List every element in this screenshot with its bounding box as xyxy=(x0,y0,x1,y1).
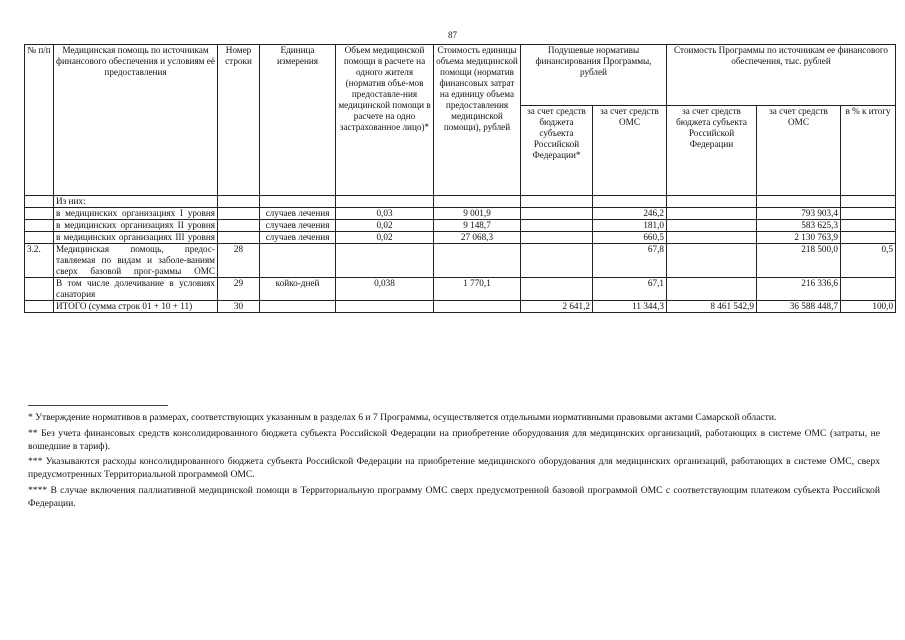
cell-pc-oms: 246,2 xyxy=(593,208,667,220)
cell-name: ИТОГО (сумма строк 01 + 10 + 11) xyxy=(54,301,218,313)
cell-pct xyxy=(841,220,896,232)
cell-prog-budget xyxy=(667,208,757,220)
cell-pc-budget xyxy=(521,278,593,301)
cell-pc-budget xyxy=(521,196,593,208)
cell-prog-budget xyxy=(667,232,757,244)
cell-cost: 9 001,9 xyxy=(434,208,521,220)
cell-num xyxy=(25,196,54,208)
cell-volume: 0,03 xyxy=(336,208,434,220)
cell-pc-oms xyxy=(593,196,667,208)
cell-prog-oms: 216 336,6 xyxy=(757,278,841,301)
header-volume: Объем медицинской помощи в расчете на одного жителя (норматив объе-мов предоставле-ния медицинской помощи в расчете на одно застрахованное лицо)* xyxy=(336,45,434,196)
cell-volume xyxy=(336,244,434,278)
cell-unit: койко-дней xyxy=(260,278,336,301)
table-row xyxy=(25,244,896,278)
cell-name: В том числе долечивание в условиях санатория xyxy=(54,278,218,301)
cell-cost xyxy=(434,196,521,208)
cell-cost: 27 068,3 xyxy=(434,232,521,244)
cell-row-no: 28 xyxy=(218,244,260,278)
cell-num xyxy=(25,301,54,313)
cell-pc-budget xyxy=(521,232,593,244)
cell-prog-budget xyxy=(667,278,757,301)
cell-row-no xyxy=(218,232,260,244)
cell-row-no xyxy=(218,196,260,208)
table-row xyxy=(25,196,896,208)
cell-prog-oms: 36 588 448,7 xyxy=(757,301,841,313)
cell-row-no xyxy=(218,220,260,232)
header-per-capita: Подушевые нормативы финансирования Программы, рублей xyxy=(521,45,667,106)
header-cost: Стоимость единицы объема медицинской помощи (норматив финансовых затрат на единицу объема предоставления медицинской помощи), рублей xyxy=(434,45,521,196)
cell-volume: 0,02 xyxy=(336,220,434,232)
cell-prog-budget xyxy=(667,244,757,278)
cell-prog-oms: 583 625,3 xyxy=(757,220,841,232)
cell-num xyxy=(25,208,54,220)
cell-unit: случаев лечения xyxy=(260,208,336,220)
header-num: № п/п xyxy=(25,45,54,196)
cell-unit xyxy=(260,196,336,208)
cell-cost xyxy=(434,244,521,278)
page-number: 87 xyxy=(448,30,457,40)
header-unit: Единица измерения xyxy=(260,45,336,196)
table-row xyxy=(25,278,896,301)
cell-cost: 1 770,1 xyxy=(434,278,521,301)
cell-prog-oms: 793 903,4 xyxy=(757,208,841,220)
cell-num xyxy=(25,220,54,232)
header-help: Медицинская помощь по источникам финансового обеспечения и условиям её предоставления xyxy=(54,45,218,196)
cell-unit: случаев лечения xyxy=(260,220,336,232)
cell-pct: 0,5 xyxy=(841,244,896,278)
cell-unit: случаев лечения xyxy=(260,232,336,244)
cell-cost xyxy=(434,301,521,313)
cell-pct xyxy=(841,208,896,220)
cell-prog-budget xyxy=(667,220,757,232)
cell-prog-oms xyxy=(757,196,841,208)
footnote: ** Без учета финансовых средств консолидированного бюджета субъекта Российской Федерации на приобретение оборудования для медицинских организаций, работающих в системе ОМС (затраты, не вошедшие в тариф). xyxy=(28,427,880,452)
cell-pct xyxy=(841,232,896,244)
cell-num: 3.2. xyxy=(25,244,54,278)
header-program-cost: Стоимость Программы по источникам ее финансового обеспечения, тыс. рублей xyxy=(667,45,896,106)
table-row xyxy=(25,232,896,244)
cell-row-no: 30 xyxy=(218,301,260,313)
cell-pc-budget: 2 641,2 xyxy=(521,301,593,313)
cell-cost: 9 148,7 xyxy=(434,220,521,232)
cell-pc-budget xyxy=(521,208,593,220)
table-row xyxy=(25,220,896,232)
header-pc-oms: за счет средств ОМС xyxy=(593,106,667,196)
cell-volume: 0,038 xyxy=(336,278,434,301)
cell-volume xyxy=(336,301,434,313)
cell-prog-oms: 218 500,0 xyxy=(757,244,841,278)
cell-pc-budget xyxy=(521,244,593,278)
cell-name: Медицинская помощь, предос-тавляемая по видам и заболе-ваниям сверх базовой прог-раммы ОМС xyxy=(54,244,218,278)
cell-pc-oms: 11 344,3 xyxy=(593,301,667,313)
cell-name: в медицинских организациях I уровня xyxy=(54,208,218,220)
footnote-divider xyxy=(28,405,168,406)
cell-pct xyxy=(841,278,896,301)
cell-num xyxy=(25,232,54,244)
cell-unit xyxy=(260,244,336,278)
header-prog-oms: за счет средств ОМС xyxy=(757,106,841,196)
table-row xyxy=(25,208,896,220)
footnotes xyxy=(28,412,880,514)
cell-name: в медицинских организациях II уровня xyxy=(54,220,218,232)
footnote: * Утверждение нормативов в размерах, соответствующих указанным в разделах 6 и 7 Программы, осуществляется отдельными нормативными правовыми актами Самарской области. xyxy=(28,412,777,423)
header-row-no: Номер строки xyxy=(218,45,260,196)
footnote: *** Указываются расходы консолидированного бюджета субъекта Российской Федерации на приобретение медицинского оборудования для медицинских организаций, работающих в системе ОМС, сверх предусмотренных Территориальной программой ОМС. xyxy=(28,456,880,481)
header-pc-budget: за счет средств бюджета субъекта Российской Федерации* xyxy=(521,106,593,196)
cell-volume: 0,02 xyxy=(336,232,434,244)
cell-prog-oms: 2 130 763,9 xyxy=(757,232,841,244)
header-prog-pct: в % к итогу xyxy=(841,106,896,196)
header-prog-budget: за счет средств бюджета субъекта Российской Федерации xyxy=(667,106,757,196)
cell-pct: 100,0 xyxy=(841,301,896,313)
cell-name: Из них: xyxy=(54,196,218,208)
cell-row-no: 29 xyxy=(218,278,260,301)
cell-name: в медицинских организациях III уровня xyxy=(54,232,218,244)
cell-pc-oms: 67,8 xyxy=(593,244,667,278)
cell-num xyxy=(25,278,54,301)
cell-pct xyxy=(841,196,896,208)
cell-prog-budget xyxy=(667,196,757,208)
cell-prog-budget: 8 461 542,9 xyxy=(667,301,757,313)
cell-unit xyxy=(260,301,336,313)
cell-pc-oms: 67,1 xyxy=(593,278,667,301)
footnote: **** В случае включения паллиативной медицинской помощи в Территориальную программу ОМС сверх предусмотренной базовой программой ОМС с соответствующим платежом субъекта Российской Федерации. xyxy=(28,484,880,509)
cell-row-no xyxy=(218,208,260,220)
financing-table xyxy=(24,44,896,313)
cell-pc-oms: 181,0 xyxy=(593,220,667,232)
table-row-total xyxy=(25,301,896,313)
cell-pc-budget xyxy=(521,220,593,232)
cell-volume xyxy=(336,196,434,208)
cell-pc-oms: 660,5 xyxy=(593,232,667,244)
